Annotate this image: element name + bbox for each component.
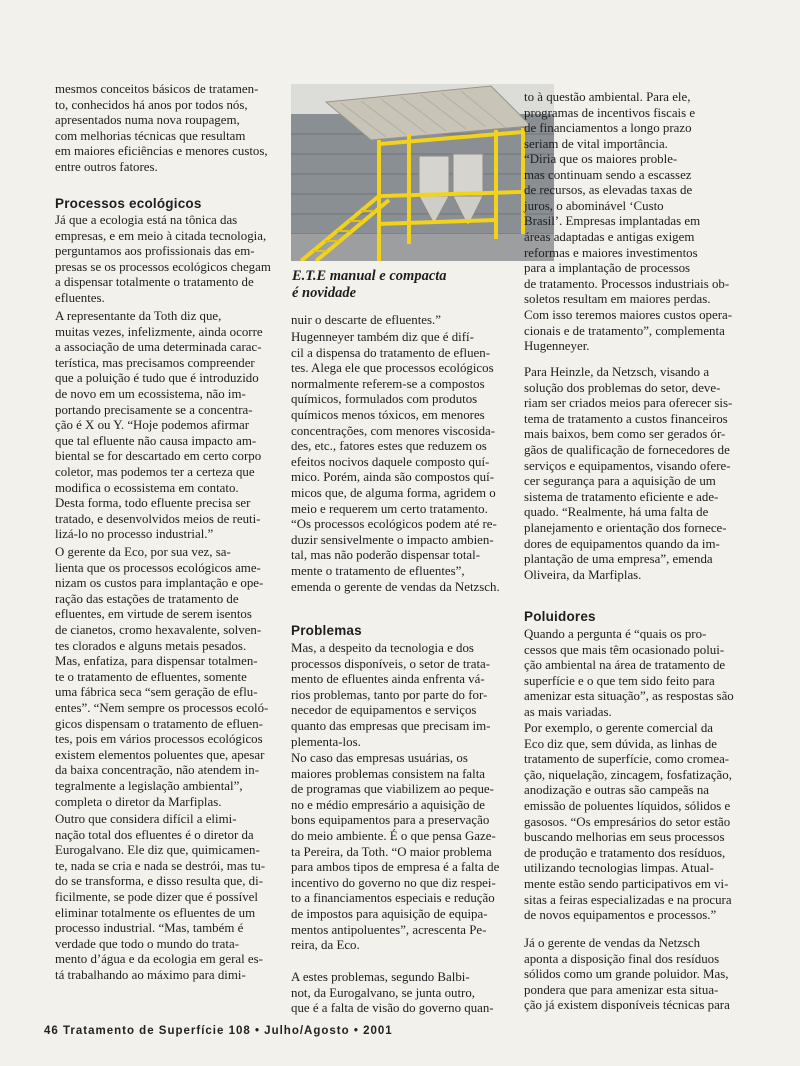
col3-paragraph-3: Para Heinzle, da Netzsch, visando a solução dos problemas do setor, deve- riam ser criados meios para oferecer sis- tema de tratamento a custos financeiros mais baixos, bem como ser gerados ór- gãos de qualificação de fornecedores de serviços e equipamentos, visando ofere- cer segurança para a aquisição de um sistema de tratamento eficiente e ade- quado. “Realmente, há uma falta de planejamento e orientação dos fornece- dores de equipamentos quando da im- plantação de uma empresa”, emenda Oliveira, da Marfiplas. xyxy=(524,365,733,582)
col2-paragraph-3: Mas, a despeito da tecnologia e dos processos disponíveis, o setor de trata- mento de efluentes ainda enfrenta vá- rios problemas, tanto por parte do for- necedor de equipamentos e serviços quanto das empresas que precisam im- plementa-los. xyxy=(291,641,491,749)
col2-paragraph-5: A estes problemas, segundo Balbi- not, da Eurogalvano, se junta outro, que é a falta de visão do governo quan- xyxy=(291,970,494,1016)
col2-paragraph-2: Hugenneyer também diz que é difí- cil a dispensa do tratamento de efluen- tes. Alega ele que processos ecológicos normalmente referem-se a compostos químicos, formulados com produtos químicos menos tóxicos, em menores concentrações, com menores viscosida- des, etc., fatores estes que reduzem os efeitos nocivos daquele composto quí- mico. Porém, ainda são compostos quí- micos que, de alguma forma, agridem o meio e requerem um certo tratamento. “Os processos ecológicos podem até re- duzir sensivelmente o impacto ambien- tal, mas não poderão dispensar total- mente o tratamento de efluentes”, emenda o gerente de vendas da Netzsch. xyxy=(291,330,500,594)
col3-paragraph-6: Já o gerente de vendas da Netzsch aponta a disposição final dos resíduos sólidos como um grande poluidor. Mas, pondera que para amenizar esta situa- ção já existem disponíveis técnicas para xyxy=(524,936,730,1013)
col1-paragraph-4: O gerente da Eco, por sua vez, sa- lienta que os processos ecológicos ame- nizam os custos para implantação e ope- ração das estações de tratamento de efluentes, em virtude de serem isentos de cianetos, cromo hexavalente, solven- tes clorados e alguns metais pesados. Mas, enfatiza, para dispensar totalmen- te o tratamento de efluentes, somente uma fábrica seca “sem geração de eflu- entes”. “Nem sempre os processos ecoló- gicos dispensam o tratamento de efluen- tes, pois em vários processos ecológicos existem elementos poluentes que, apesar da baixa concentração, não atendem in- tegralmente a legislação ambiental”, completa o diretor da Marfiplas. xyxy=(55,545,269,809)
heading-problemas: Problemas xyxy=(291,623,362,638)
col3-paragraph-2: “Diria que os maiores proble- mas continuam sendo a escassez de recursos, as elevadas taxas de juros, o abominável ‘Custo Brasil’. Empresas implantadas em áreas adaptadas e antigas exigem reformas e maiores investimentos para a implantação de processos de tratamento. Processos industriais ob- soletos resultam em maiores perdas. Com isso teremos maiores custos opera- cionais e de tratamento”, complementa Hugenneyer. xyxy=(524,152,732,354)
col1-paragraph-5: Outro que considera difícil a elimi- nação total dos efluentes é o diretor da Eurogalvano. Ele diz que, quimicamen- te, nada se cria e nada se destrói, mas tu- do se transforma, e disso resulta que, di- ficilmente, se pode dizer que é possível eliminar totalmente os efluentes de um processo industrial. “Mas, também é verdade que todo o mundo do trata- mento d’água e da ecologia em geral es- tá trabalhando ao máximo para dimi- xyxy=(55,812,266,982)
col1-paragraph-2: Já que a ecologia está na tônica das empresas, e em meio à citada tecnologia, perguntamos aos profissionais das em- presas se os processos ecológicos chegam a dispensar totalmente o tratamento de efluentes. xyxy=(55,213,271,305)
col2-paragraph-1: nuir o descarte de efluentes.” xyxy=(291,313,441,327)
col1-intro-paragraph: mesmos conceitos básicos de tratamen- to, conhecidos há anos por todos nós, apresentados numa nova roupagem, com melhorias técnicas que resultam em maiores eficiências e menores custos, entre outros fatores. xyxy=(55,82,268,174)
ete-structure-illustration xyxy=(291,84,554,261)
heading-poluidores: Poluidores xyxy=(524,609,596,624)
photo-caption: E.T.E manual e compacta é novidade xyxy=(292,268,447,301)
col1-paragraph-3: A representante da Toth diz que, muitas vezes, infelizmente, ainda ocorre a associação de uma determinada carac- terística, mas precisamos compreender que a poluição é tudo que é introduzido de novo em um ecossistema, não im- portando precisamente se a concentra- ção é X ou Y. “Hoje podemos afirmar que tal efluente não causa impacto am- biental se for descartado em certo corpo coletor, mas podemos ter a certeza que modifica o ecossistema em contato. Desta forma, todo efluente precisa ser tratado, e desenvolvidos meios de reuti- lizá-lo no processo industrial.” xyxy=(55,309,263,542)
col3-paragraph-4: Quando a pergunta é “quais os pro- cessos que mais têm ocasionado polui- ção ambiental na área de tratamento de superfície e o que tem sido feito para amenizar esta situação”, as respostas são as mais variadas. xyxy=(524,627,734,719)
heading-processos-ecologicos: Processos ecológicos xyxy=(55,196,202,211)
ete-equipment-photo xyxy=(291,84,554,261)
page-footer: 46 Tratamento de Superfície 108 • Julho/Agosto • 2001 xyxy=(44,1025,393,1037)
col3-paragraph-1: to à questão ambiental. Para ele, programas de incentivos fiscais e de financiamentos a longo prazo seriam de vital importância. xyxy=(524,90,696,151)
col2-paragraph-4: No caso das empresas usuárias, os maiores problemas consistem na falta de programas que viabilizem ao peque- no e médio empresário a aquisição de bons equipamentos para a preservação do meio ambiente. É o que pensa Gaze- ta Pereira, da Toth. “O maior problema para ambos tipos de empresa é a falta de incentivo do governo no que diz respei- to a financiamentos especiais e redução de impostos para aquisição de equipa- mentos antipoluentes”, acrescenta Pe- reira, da Eco. xyxy=(291,751,500,953)
col3-paragraph-5: Por exemplo, o gerente comercial da Eco diz que, sem dúvida, as linhas de tratamento de superfície, como cromea- ção, niquelação, zincagem, fosfatização, anodização e outras são campeãs na emissão de poluentes líquidos, sólidos e gasosos. “Os empresários do setor estão buscando melhorias em seus processos de produção e tratamento dos resíduos, utilizando tecnologias limpas. Atual- mente estão sendo participativos em vi- sitas a feiras especializadas e na procura de novos equipamentos e processos.” xyxy=(524,721,732,923)
